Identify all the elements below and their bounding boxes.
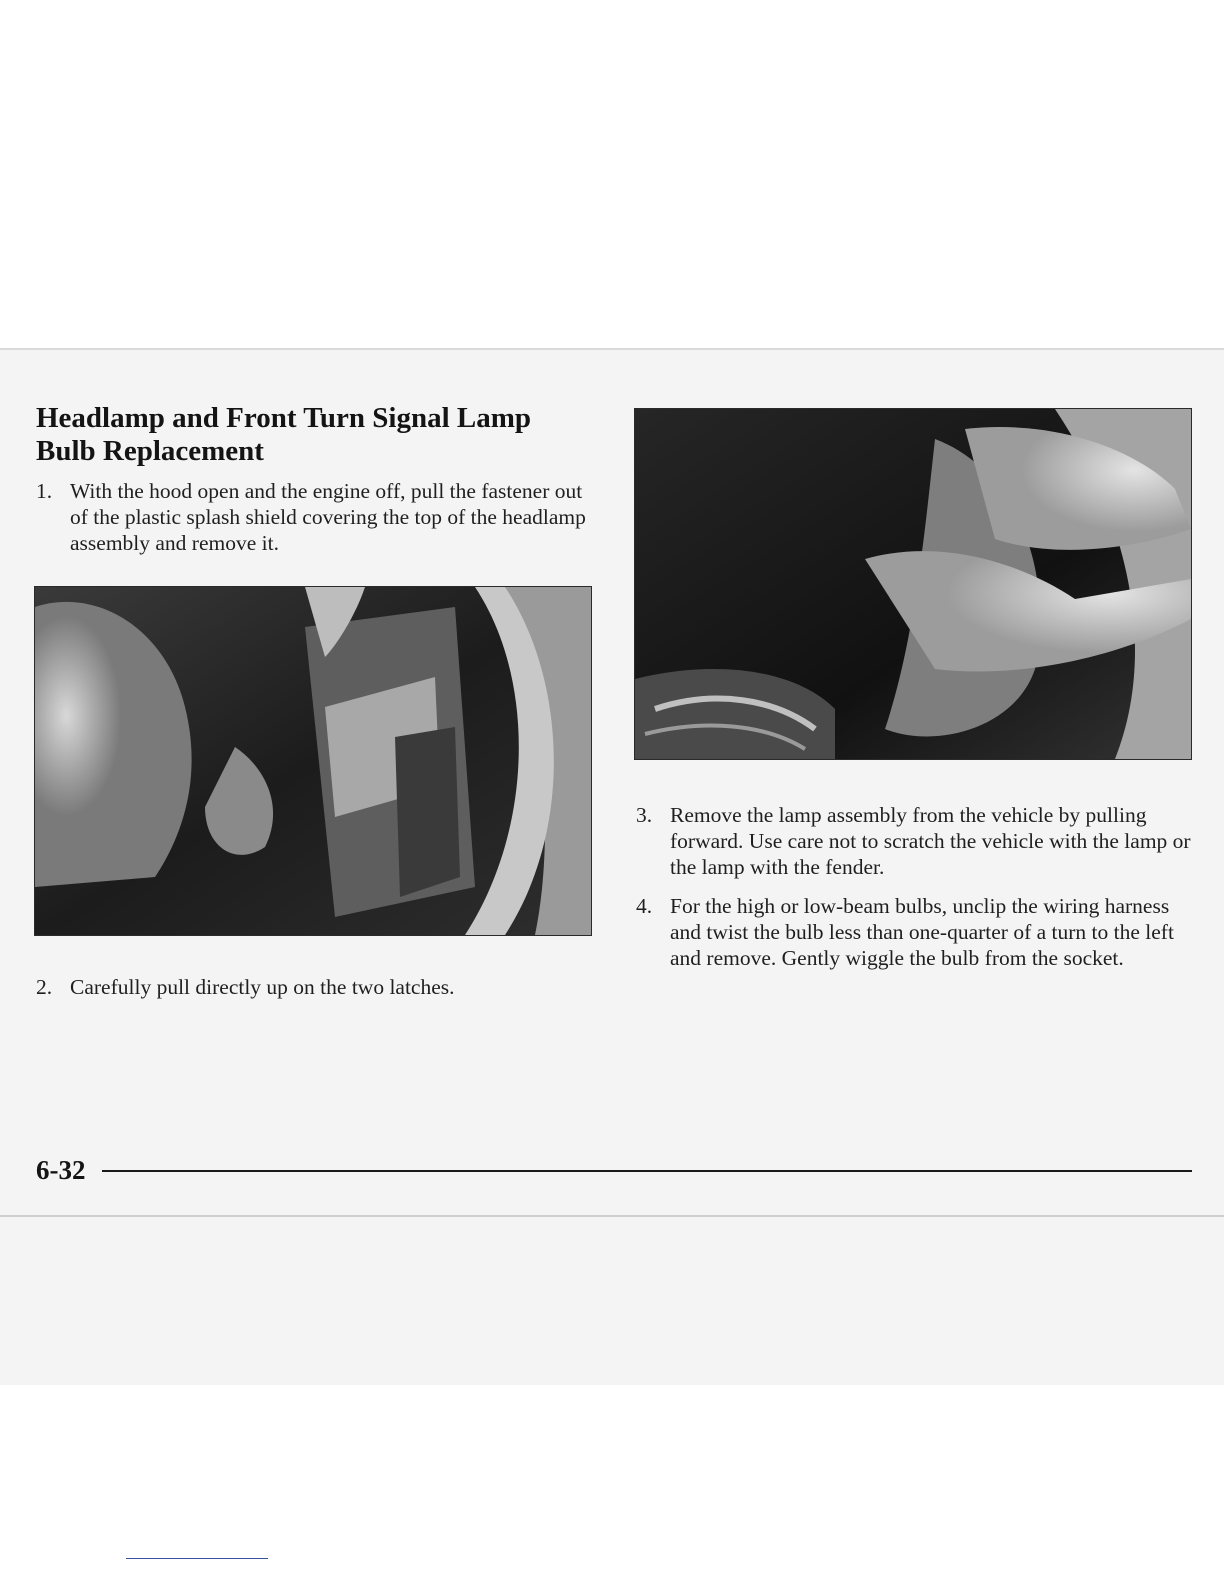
step-number: 1.: [36, 479, 53, 503]
page-top-edge: [0, 348, 1224, 350]
section-heading: Headlamp and Front Turn Signal Lamp Bulb Replacement: [36, 402, 532, 467]
photo-lamp-removal-image: [635, 409, 1191, 759]
step-1: [36, 478, 596, 556]
photo-latches-image: [35, 587, 591, 935]
step-text: Remove the lamp assembly from the vehicle by pulling forward. Use care not to scratch the vehicle with the lamp or the lamp with the fender.: [670, 803, 1191, 879]
bottom-divider: [126, 1558, 268, 1559]
step-3: [636, 802, 1192, 880]
footer-rule: [102, 1170, 1192, 1172]
step-2: [36, 974, 596, 1000]
step-number: 2.: [36, 975, 53, 999]
photo-lamp-removal: [634, 408, 1192, 760]
step-text: For the high or low-beam bulbs, unclip the wiring harness and twist the bulb less than one-quarter of a turn to the left and remove. Gently wiggle the bulb from the socket.: [670, 894, 1174, 970]
page-bottom-edge: [0, 1215, 1224, 1217]
step-text: With the hood open and the engine off, pull the fastener out of the plastic splash shield covering the top of the headlamp assembly and remove it.: [70, 479, 586, 555]
step-text: Carefully pull directly up on the two latches.: [70, 975, 455, 999]
step-number: 3.: [636, 803, 653, 827]
step-4: [636, 893, 1192, 971]
photo-latches: [34, 586, 592, 936]
step-number: 4.: [636, 894, 653, 918]
page-number: 6-32: [36, 1155, 86, 1185]
